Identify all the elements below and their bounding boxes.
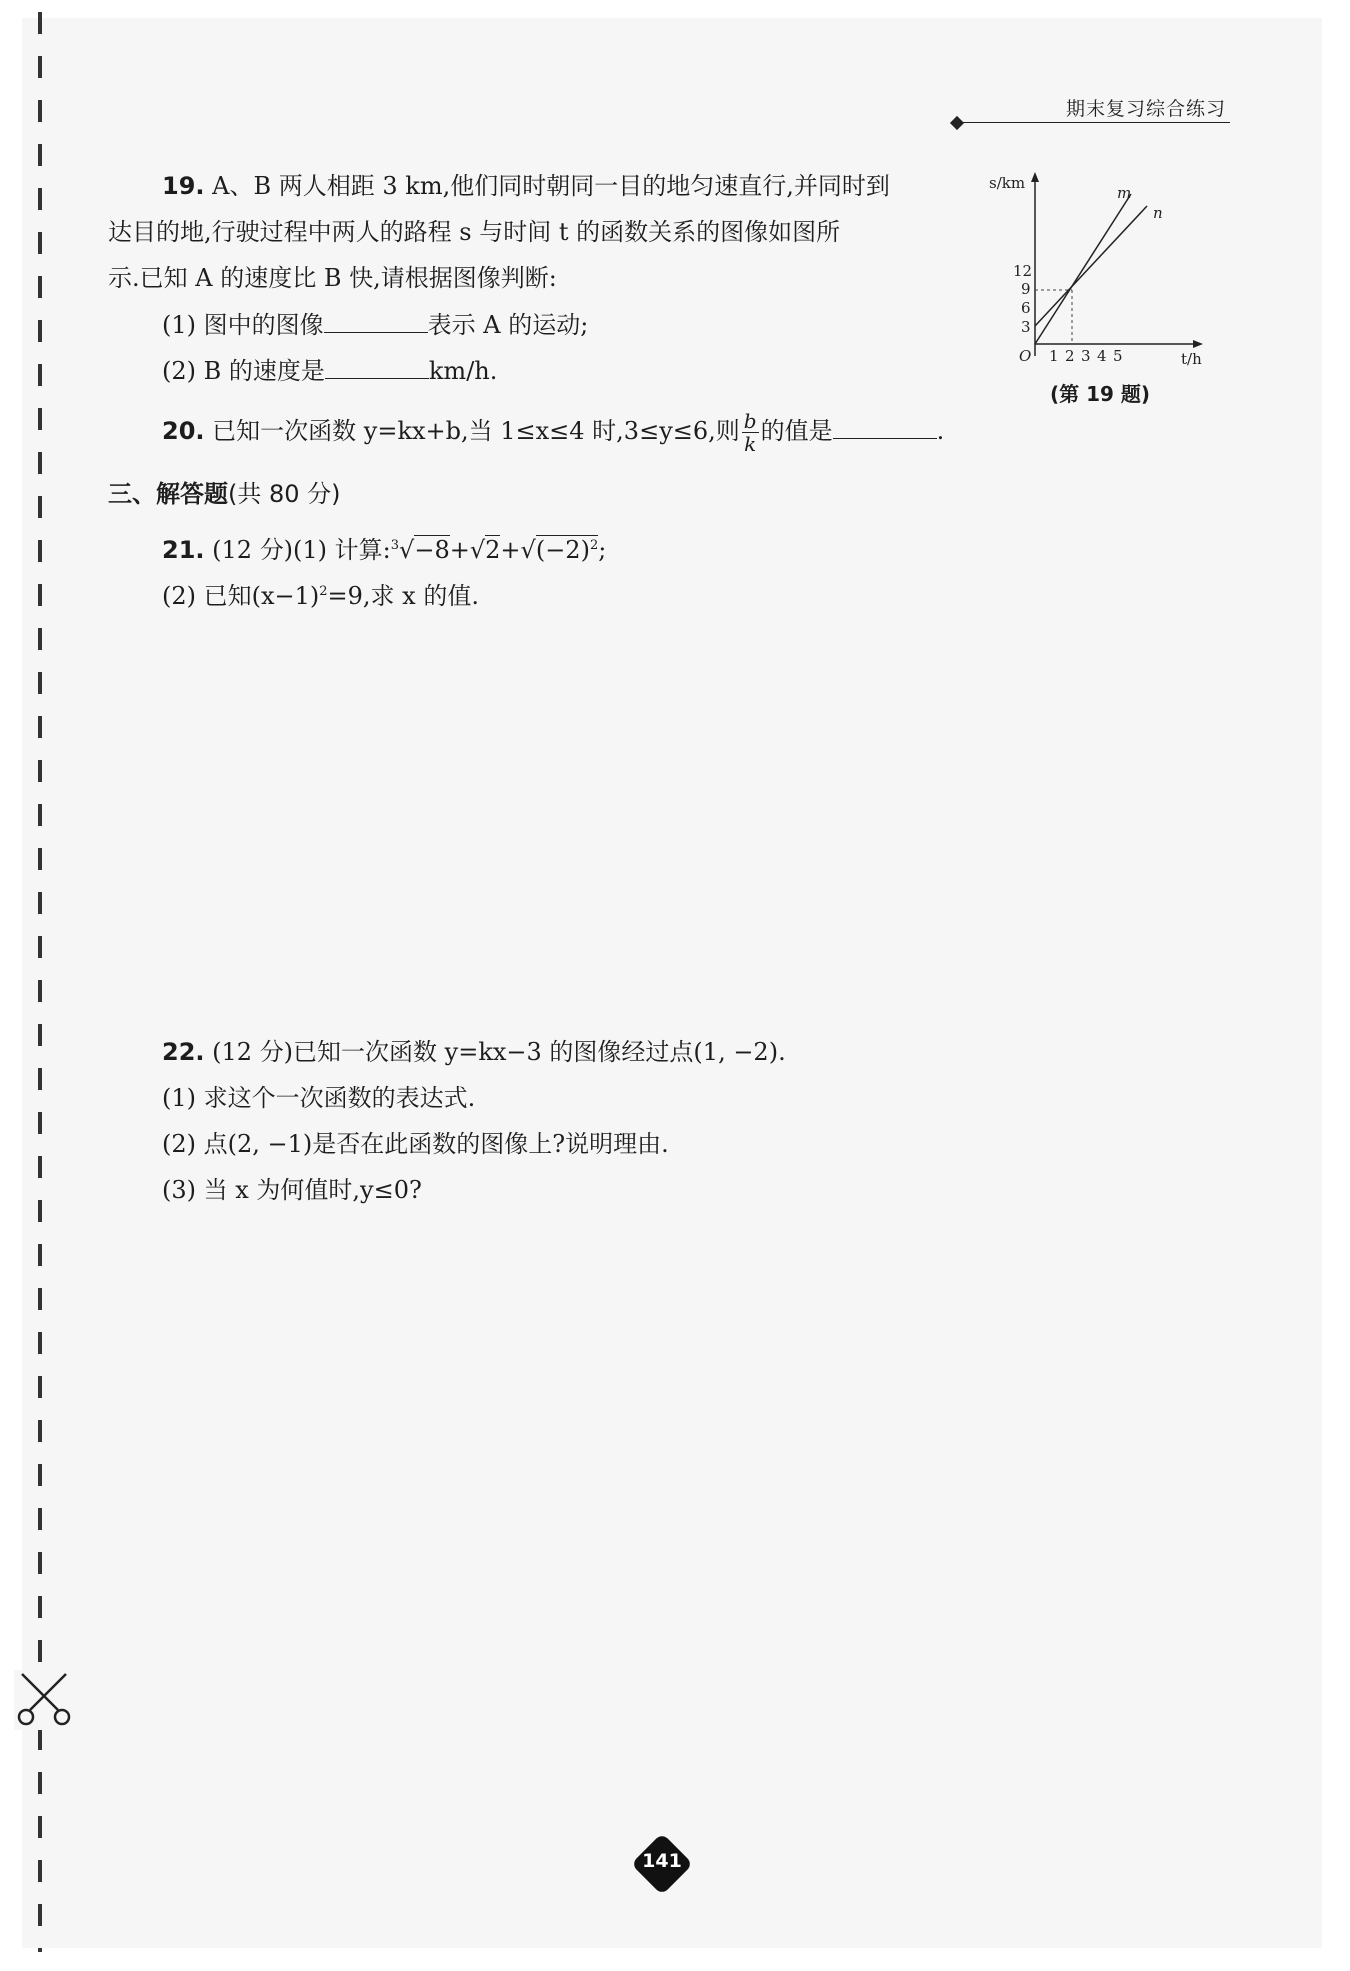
y-tick-9: 9 [1021, 280, 1031, 298]
q19-text-line2: 达目的地,行驶过程中两人的路程 s 与时间 t 的函数关系的图像如图所 [108, 218, 841, 246]
q20-text-suffix: 的值是 [760, 417, 833, 445]
q21-sqrt3-radicand: (−2) [535, 536, 590, 564]
q21-line1-prefix: (12 分)(1) 计算: [212, 536, 391, 564]
x-tick-1: 1 [1049, 347, 1059, 365]
q21-line2-exponent: 2 [319, 584, 328, 599]
q19-part1 [162, 308, 588, 341]
q21-cube-root-radicand: −8 [414, 536, 450, 564]
y-tick-12: 12 [1013, 262, 1033, 280]
q21-line1: 21. (12 分)(1) 计算$:^3√-8+√2+√(-2)^2$; [162, 536, 607, 564]
header-title: 期末复习综合练习 [1065, 98, 1226, 120]
q19-part2-prefix: (2) B 的速度是 [162, 357, 325, 385]
q21-cube-root-index: 3 [390, 538, 400, 553]
cut-line [38, 12, 42, 1952]
q21-plus-1: + [449, 536, 470, 564]
q21-number: 21. [162, 536, 205, 564]
q20-answer-blank[interactable] [833, 414, 937, 439]
page-number: 141 [642, 1850, 682, 1872]
q19-answer-blank-1[interactable] [324, 308, 428, 333]
q20-text: 已知一次函数 y=kx+b,当 1≤x≤4 时,3≤y≤6,则 [212, 417, 740, 445]
q19-answer-blank-2[interactable] [325, 354, 429, 379]
q22-part2: (2) 点(2, −1)是否在此函数的图像上?说明理由. [162, 1130, 669, 1158]
q20-number: 20. [162, 417, 205, 445]
q19-text-line1: A、B 两人相距 3 km,他们同时朝同一目的地匀速直行,并同时到 [212, 172, 890, 200]
q21-line2-prefix: (2) 已知(x−1) [162, 582, 320, 610]
line-m [1035, 194, 1131, 344]
q22-line1 [162, 1036, 786, 1068]
q20-frac-denominator: k [744, 432, 757, 456]
q19-graph [985, 168, 1225, 368]
section3-heading [108, 478, 341, 510]
line-n-label: n [1153, 204, 1163, 222]
q22-part1: (1) 求这个一次函数的表达式. [162, 1084, 476, 1112]
header-rule [958, 122, 1230, 123]
q21-plus-2: + [500, 536, 521, 564]
q21-sqrt3-radicand-group [536, 535, 598, 564]
q21-line1-end: ; [598, 536, 607, 564]
x-axis-label: t/h [1181, 350, 1202, 368]
q19-part2 [162, 354, 497, 387]
page-number-badge [636, 1838, 688, 1890]
x-tick-4: 4 [1097, 347, 1107, 365]
x-tick-3: 3 [1081, 347, 1091, 365]
x-tick-5: 5 [1113, 347, 1123, 365]
q21-line2 [162, 576, 479, 612]
q20-frac-numerator: b [743, 409, 757, 433]
page-header [952, 96, 1230, 126]
q20-line [162, 410, 944, 455]
q22-text: (12 分)已知一次函数 y=kx−3 的图像经过点(1, −2). [212, 1038, 786, 1066]
y-tick-3: 3 [1021, 318, 1031, 336]
section3-points: (共 80 分) [228, 480, 341, 508]
scissors-icon [14, 1670, 74, 1730]
q19-part1-suffix: 表示 A 的运动; [427, 311, 589, 339]
q22-part3: (3) 当 x 为何值时,y≤0? [162, 1176, 422, 1204]
q20-end: . [936, 417, 945, 445]
q21-sqrt3-exponent: 2 [589, 538, 599, 553]
y-tick-6: 6 [1021, 299, 1031, 317]
q21-sqrt2-radicand: 2 [485, 536, 501, 564]
line-m-label: m [1117, 184, 1132, 202]
q20-fraction [742, 410, 759, 455]
q19-text-line3: 示.已知 A 的速度比 B 快,请根据图像判断: [108, 264, 557, 292]
x-axis-arrow-icon [1193, 340, 1203, 348]
q19-part2-suffix: km/h. [428, 357, 498, 385]
q21-line2-suffix: =9,求 x 的值. [327, 582, 479, 610]
q19-figure-caption: (第 19 题) [1050, 382, 1151, 406]
x-tick-2: 2 [1065, 347, 1075, 365]
section3-title: 三、解答题 [108, 480, 228, 508]
y-axis-arrow-icon [1031, 172, 1039, 182]
q19-part1-prefix: (1) 图中的图像 [162, 311, 324, 339]
q19-number: 19. [162, 172, 205, 200]
origin-label: O [1019, 347, 1032, 365]
q19-line1 [162, 170, 890, 202]
line-n [1035, 206, 1147, 326]
q22-number: 22. [162, 1038, 205, 1066]
y-axis-label: s/km [989, 174, 1026, 192]
